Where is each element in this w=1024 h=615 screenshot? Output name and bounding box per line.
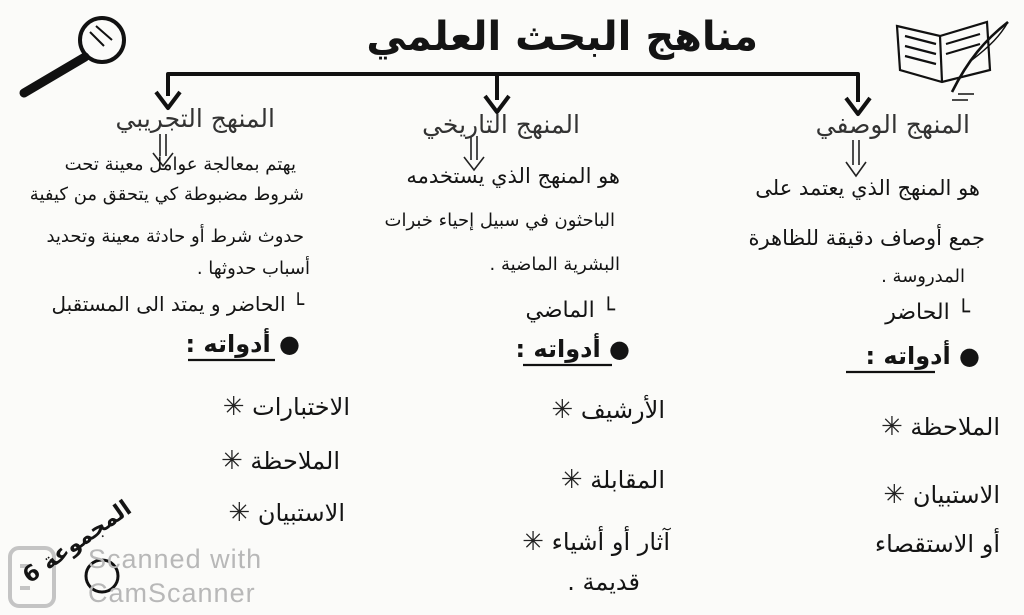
star-icon: ✳ [228,498,251,528]
time-arrow-icon: └ [291,292,304,316]
method-heading-historical: المنهج التاريخي [422,110,580,139]
tools-label-experimental: أدواته : [185,330,271,358]
time-arrow-icon: └ [956,300,970,325]
tool-text: الاستبيان [912,481,1000,509]
group-signature: المجموعة 6 [18,495,137,589]
tools-label-historical: أدواته : [515,335,601,363]
bullet-icon: ● [609,335,630,363]
definition-line-experimental-1: يهتم بمعالجة عوامل معينة تحت [64,154,296,175]
definition-line-experimental-3: حدوث شرط أو حادثة معينة وتحديد [46,226,304,247]
definition-line-historical-1: هو المنهج الذي يستخدمه [406,164,620,188]
tool-item-historical-3-cont: قديمة . [567,568,640,596]
tool-item-historical-1 [490,395,665,425]
tool-item-historical-3 [455,527,670,557]
tools-label-descriptive: أدواته : [865,342,951,370]
tool-item-experimental-1 [130,392,350,422]
tool-text: المقابلة [590,466,665,494]
definition-line-experimental-2: شروط مضبوطة كي يتحقق من كيفية [29,184,304,205]
tool-text: الأرشيف [580,396,665,424]
tools-row-experimental [150,330,300,358]
star-icon: ✳ [880,412,903,442]
time-row-experimental [2,292,304,316]
tools-row-historical [480,335,630,363]
definition-line-experimental-4: أسباب حدوثها . [196,258,310,279]
star-icon: ✳ [222,392,245,422]
time-label-experimental: الحاضر و يمتد الى المستقبل [51,292,286,316]
definition-line-descriptive-1: هو المنهج الذي يعتمد على [755,176,980,200]
tool-text: الملاحظة [910,413,1000,441]
tool-item-descriptive-1 [820,412,1000,442]
tool-text: الاختبارات [252,393,350,421]
tool-text: آثار أو أشياء [551,528,670,556]
time-label-descriptive: الحاضر [885,300,950,325]
time-row-descriptive [780,300,970,325]
star-icon: ✳ [560,465,583,495]
time-label-historical: الماضي [525,298,595,323]
bullet-icon: ● [279,330,300,358]
method-heading-descriptive: المنهج الوصفي [815,110,970,139]
page-title: مناهج البحث العلمي [366,14,758,60]
star-icon: ✳ [522,527,544,557]
tool-item-experimental-2 [170,446,340,476]
tool-item-experimental-3 [160,498,345,528]
method-heading-experimental: المنهج التجريبي [115,104,275,133]
sketch-arrow-descriptive [846,140,866,176]
definition-line-descriptive-2: جمع أوصاف دقيقة للظاهرة [748,226,985,250]
tool-text: الاستبيان [257,499,345,527]
tool-item-historical-2 [490,465,665,495]
time-arrow-icon: └ [601,298,615,323]
tool-text: الملاحظة [250,447,340,475]
definition-line-descriptive-3: المدروسة . [881,266,965,287]
star-icon: ✳ [883,480,906,510]
magnifier-icon [24,18,124,93]
book-quill-icon [897,22,1008,100]
watermark-line-2: CamScanner [88,578,256,608]
bullet-icon: ● [959,342,980,370]
star-icon: ✳ [220,446,243,476]
definition-line-historical-2: الباحثون في سبيل إحياء خبرات [384,210,615,231]
definition-line-historical-3: البشرية الماضية . [489,254,620,275]
time-row-historical [450,298,615,323]
tools-row-descriptive [800,342,980,370]
watermark-line-1: Scanned with [88,544,263,574]
star-icon: ✳ [551,395,574,425]
tool-item-descriptive-2 [820,480,1000,510]
tool-item-descriptive-3: أو الاستقصاء [874,530,1000,558]
